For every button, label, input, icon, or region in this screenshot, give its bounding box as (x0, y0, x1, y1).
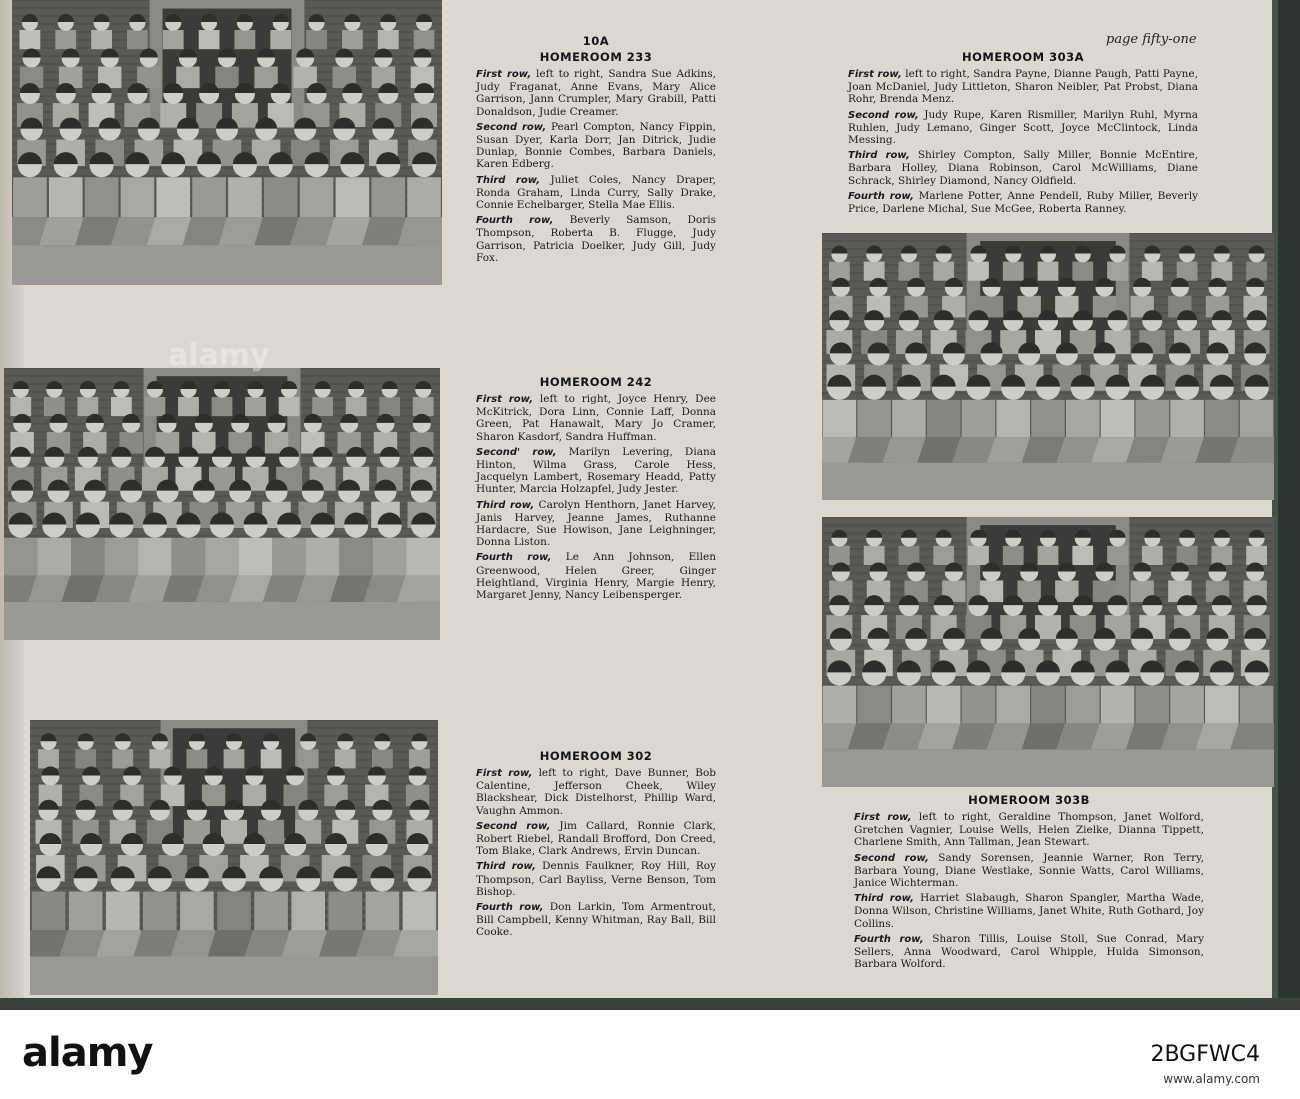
caption-row (476, 551, 716, 601)
book-cover-edge (1272, 0, 1300, 1010)
row-names: Pearl Compton, Nancy Fippin, Susan Dyer, Karla Dorr, Jan Ditrick, Judie Dunlap, Bonnie Combes, Barbara Daniels, Karen Edberg. (476, 120, 716, 171)
heading-homeroom-233: HOMEROOM 233 (539, 50, 653, 64)
caption-homeroom-242 (476, 393, 716, 604)
row-label: Fourth row, (476, 215, 554, 227)
row-names: Shirley Compton, Sally Miller, Bonnie McEntire, Barbara Holley, Diana Robinson, Carol McWilliams, Diane Schrack, Shirley Diamond, Nancy Oldfield. (848, 149, 1199, 187)
caption-row (476, 901, 716, 939)
row-names: Don Larkin, Tom Armentrout, Bill Campbell, Kenny Whitman, Ray Ball, Bill Cooke. (476, 901, 716, 939)
row-label: Second row, (848, 109, 919, 121)
row-label: Third row, (854, 893, 914, 905)
stock-url: www.alamy.com (1163, 1072, 1260, 1086)
row-label: First row, (476, 768, 533, 779)
row-names: left to right, Geraldine Thompson, Janet Wolford, Gretchen Vagnier, Louise Wells, Helen Zielke, Dianna Tippett, Charlene Smith, Ann Tallman, Jean Stewart. (854, 811, 1204, 849)
row-label: Third row, (476, 174, 541, 186)
caption-homeroom-233 (476, 68, 716, 267)
heading-homeroom-303a: HOMEROOM 303A (962, 50, 1084, 64)
row-label: Fourth row, (854, 933, 924, 945)
row-label: Fourth row, (476, 552, 552, 564)
caption-row (848, 109, 1198, 147)
photo-homeroom-233 (12, 0, 442, 285)
caption-homeroom-302 (476, 767, 716, 942)
photo-homeroom-303b (822, 517, 1274, 787)
stock-watermark-bar (0, 1010, 1300, 1099)
row-names: Dennis Faulkner, Roy Hill, Roy Thompson, Carl Bayliss, Verne Benson, Tom Bishop. (476, 860, 716, 898)
row-names: Harriet Slabaugh, Sharon Spangler, Martha Wade, Donna Wilson, Christine Williams, Janet White, Ruth Gothard, Joy Collins. (854, 892, 1205, 930)
caption-row (476, 174, 716, 212)
row-names: Marlene Potter, Anne Pendell, Ruby Miller, Beverly Price, Darlene Michal, Sue McGee, Roberta Ranney. (848, 189, 1198, 216)
row-names: left to right, Sandra Payne, Dianne Paugh, Patti Payne, Joan McDaniel, Judy Littleton, Sharon Neibler, Pat Probst, Diana Rohr, Brenda Menz. (848, 68, 1198, 106)
row-label: Fourth row, (848, 190, 914, 202)
row-names: left to right, Dave Bunner, Bob Calentine, Jefferson Cheek, Wiley Blackshear, Dick Distelhorst, Phillip Ward, Vaughn Ammon. (476, 767, 716, 817)
heading-homeroom-242: HOMEROOM 242 (539, 375, 653, 389)
row-label: Second row, (476, 820, 551, 832)
row-names: Le Ann Johnson, Ellen Greenwood, Helen Greer, Ginger Heightland, Virginia Henry, Margie Henry, Margaret Jenny, Nancy Leibensperger. (476, 551, 717, 602)
photo-homeroom-302 (30, 720, 438, 995)
row-names: left to right, Joyce Henry, Dee McKitrick, Dora Linn, Connie Laff, Donna Green, Pat Hanawalt, Mary Jo Cramer, Sharon Kasdorf, Sandra Huffman. (476, 393, 716, 443)
caption-row (854, 933, 1204, 971)
row-names: Carolyn Henthorn, Janet Harvey, Janis Harvey, Jeanne James, Ruthanne Hardacre, Sue Howison, Jane Leighninger, Donna Liston. (476, 498, 716, 549)
stock-image-id: 2BGFWC4 (1150, 1042, 1260, 1067)
book-cover-bottom (0, 998, 1300, 1010)
caption-row (854, 811, 1204, 849)
row-names: Beverly Samson, Doris Thompson, Roberta B. Flugge, Judy Garrison, Patricia Doelker, Judy Gill, Judy Fox. (476, 214, 716, 264)
row-names: Marilyn Levering, Diana Hinton, Wilma Grass, Carole Hess, Jacquelyn Lambert, Rosemary Headd, Patty Hunter, Marcia Holzapfel, Judy Jester. (476, 445, 716, 496)
caption-row (848, 68, 1198, 106)
row-names: Jim Callard, Ronnie Clark, Robert Riebel, Randall Brofford, Don Creed, Tom Blake, Clark Andrews, Ervin Duncan. (476, 819, 716, 858)
row-names: Judy Rupe, Karen Rismiller, Marilyn Ruhl, Myrna Ruhlen, Judy Lemano, Ginger Scott, Joyce McClintock, Linda Messing. (848, 108, 1198, 147)
caption-row (854, 892, 1204, 930)
row-names: left to right, Sandra Sue Adkins, Judy Fraganat, Anne Evans, Mary Alice Garrison, Jann Crumpler, Mary Grabill, Patti Donaldson, Judie Creamer. (476, 68, 716, 118)
caption-homeroom-303a (848, 68, 1198, 218)
page-number: page fifty-one (1106, 32, 1197, 47)
caption-row (848, 149, 1198, 187)
row-label: First row, (854, 812, 912, 823)
photo-homeroom-303a (822, 233, 1274, 500)
caption-row (476, 767, 716, 817)
heading-homeroom-303b: HOMEROOM 303B (968, 793, 1090, 807)
row-names: Sandy Sorensen, Jeannie Warner, Ron Terry, Barbara Young, Diane Westlake, Sonnie Watts, Carol Williams, Janice Wichterman. (854, 851, 1204, 890)
row-label: Second row, (854, 852, 929, 864)
row-label: First row, (476, 69, 532, 80)
photo-homeroom-242 (4, 368, 440, 640)
row-label: First row, (848, 69, 902, 80)
row-label: First row, (476, 394, 534, 405)
row-label: Second row, (476, 121, 547, 133)
watermark: alamy (168, 338, 270, 373)
row-label: Third row, (476, 861, 536, 873)
row-label: Third row, (848, 150, 910, 162)
row-label: Third row, (476, 499, 535, 511)
grade-heading: 10A (582, 34, 610, 48)
caption-row (476, 214, 716, 264)
caption-row (476, 499, 716, 549)
caption-homeroom-303b (854, 811, 1204, 973)
heading-homeroom-302: HOMEROOM 302 (539, 749, 653, 763)
caption-row (848, 190, 1198, 215)
caption-row (476, 68, 716, 118)
caption-row (476, 121, 716, 171)
caption-row (476, 860, 716, 898)
caption-row (854, 852, 1204, 890)
row-label: Second' row, (476, 446, 557, 458)
row-names: Juliet Coles, Nancy Draper, Ronda Graham, Linda Curry, Sally Drake, Connie Echelbarger, Stella Mae Ellis. (476, 173, 716, 212)
caption-row (476, 446, 716, 496)
stock-logo: alamy (22, 1030, 153, 1076)
row-names: Sharon Tillis, Louise Stoll, Sue Conrad, Mary Sellers, Anna Woodward, Carol Whipple, Hulda Simonson, Barbara Wolford. (854, 932, 1205, 971)
caption-row (476, 393, 716, 443)
row-label: Fourth row, (476, 902, 544, 914)
caption-row (476, 820, 716, 858)
